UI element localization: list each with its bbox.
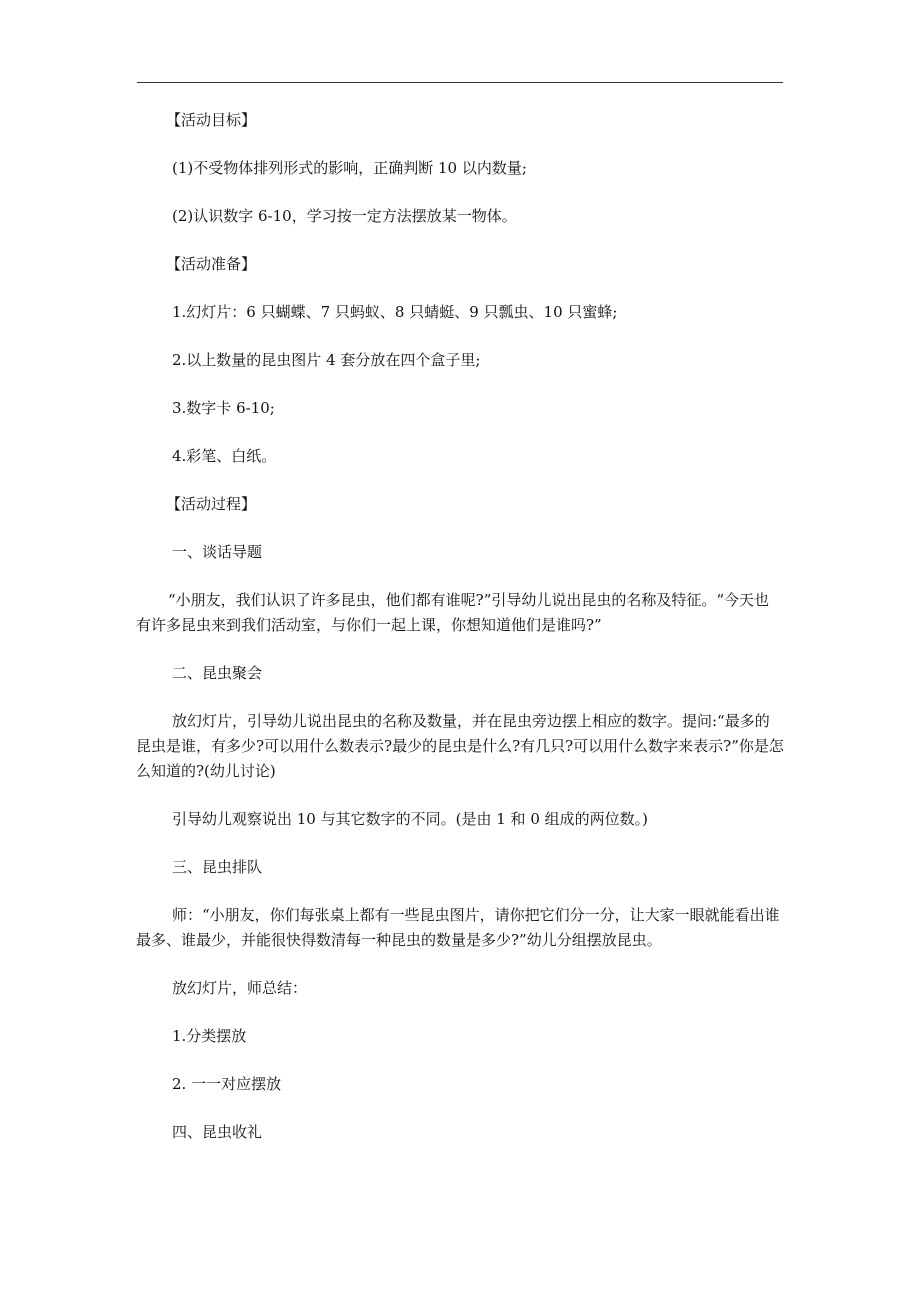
step-heading-3: 三、昆虫排队 <box>172 858 263 876</box>
prep-item-4: 4.彩笔、白纸。 <box>172 447 277 465</box>
step-heading-2: 二、昆虫聚会 <box>172 664 263 682</box>
summary-item-1: 1.分类摆放 <box>172 1027 247 1045</box>
step-heading-1: 一、谈话导题 <box>172 543 263 561</box>
step-1-paragraph: “小朋友，我们认识了许多昆虫，他们都有谁呢?”引导幼儿说出昆虫的名称及特征。“今天也有许多昆虫来到我们活动室，与你们一起上课，你想知道他们是谁吗?” <box>136 591 770 634</box>
prep-item-1: 1.幻灯片：6 只蝴蝶、7 只蚂蚁、8 只蜻蜓、9 只瓢虫、10 只蜜蜂; <box>172 303 618 321</box>
step-3-paragraph: 师：“小朋友，你们每张桌上都有一些昆虫图片，请你把它们分一分，让大家一眼就能看出谁最多、谁最少，并能很快得数清每一种昆虫的数量是多少?”幼儿分组摆放昆虫。 <box>136 906 780 949</box>
goal-item-1: (1)不受物体排列形式的影响，正确判断 10 以内数量; <box>172 159 527 177</box>
header-rule <box>137 82 783 83</box>
step-2-paragraph: 放幻灯片，引导幼儿说出昆虫的名称及数量，并在昆虫旁边摆上相应的数字。提问:“最多的昆虫是谁，有多少?可以用什么数表示?最少的昆虫是什么?有几只?可以用什么数字来表示?”你是怎么知道的?(幼儿讨论) <box>136 712 784 780</box>
step-2-paragraph-extra: 引导幼儿观察说出 10 与其它数字的不同。(是由 1 和 0 组成的两位数。) <box>172 810 648 828</box>
step-3-summary: 放幻灯片，师总结： <box>172 979 308 997</box>
summary-item-2: 2. 一一对应摆放 <box>172 1075 282 1093</box>
section-heading-process: 【活动过程】 <box>166 495 257 513</box>
prep-item-2: 2.以上数量的昆虫图片 4 套分放在四个盒子里; <box>172 351 481 369</box>
section-heading-goals: 【活动目标】 <box>166 111 257 129</box>
goal-item-2: (2)认识数字 6-10，学习按一定方法摆放某一物体。 <box>172 207 517 225</box>
document-body <box>136 108 784 1168</box>
step-heading-4: 四、昆虫收礼 <box>172 1123 263 1141</box>
prep-item-3: 3.数字卡 6-10; <box>172 399 275 417</box>
section-heading-preparation: 【活动准备】 <box>166 255 257 273</box>
